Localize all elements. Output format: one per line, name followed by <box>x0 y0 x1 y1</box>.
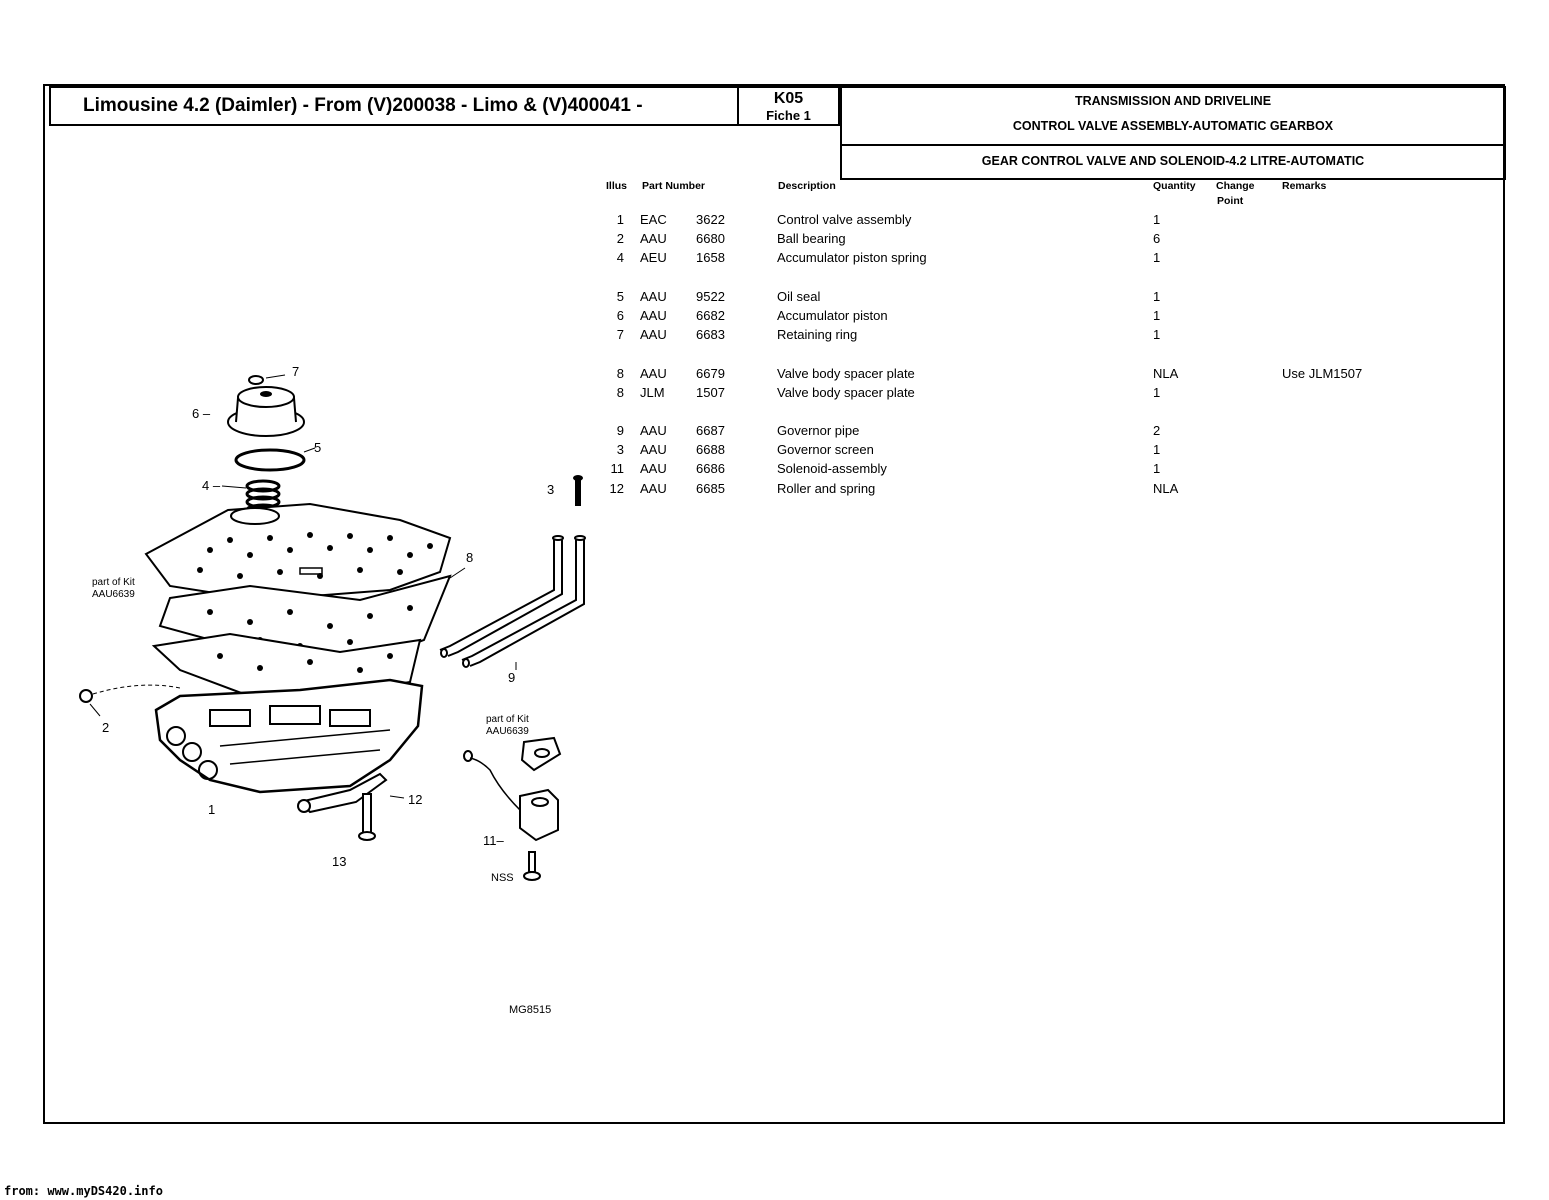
part-illus: 6 <box>616 308 624 323</box>
part-description: Retaining ring <box>777 327 858 342</box>
exploded-diagram <box>60 350 600 910</box>
diagram-drawing <box>60 350 600 910</box>
part-number: 6682 <box>696 308 725 323</box>
part-description: Valve body spacer plate <box>777 385 915 400</box>
part-quantity: 1 <box>1153 308 1161 323</box>
part-description: Accumulator piston spring <box>777 250 927 265</box>
part-number: 9522 <box>696 289 725 304</box>
part-prefix: AAU <box>640 231 667 246</box>
part-quantity: 1 <box>1153 461 1161 476</box>
part-quantity: 1 <box>1153 212 1161 227</box>
group-title: TRANSMISSION AND DRIVELINE <box>1074 94 1272 108</box>
kit-note-left-2: AAU6639 <box>92 589 135 600</box>
part-prefix: AAU <box>640 461 667 476</box>
part-illus: 9 <box>616 423 624 438</box>
part-number: 6683 <box>696 327 725 342</box>
ball-bearing <box>80 690 92 702</box>
part-number: 1658 <box>696 250 725 265</box>
source-footer: from: www.myDS420.info <box>4 1184 163 1198</box>
kit-note-left-1: part of Kit <box>92 577 135 588</box>
part-illus: 4 <box>616 250 624 265</box>
part-remarks: Use JLM1507 <box>1282 366 1363 381</box>
part-quantity: 6 <box>1153 231 1161 246</box>
part-quantity: 1 <box>1153 250 1161 265</box>
drawing-reference: MG8515 <box>509 1004 552 1016</box>
part-quantity: NLA <box>1153 481 1179 496</box>
part-prefix: AAU <box>640 442 667 457</box>
separator-gasket <box>146 504 450 600</box>
kit-note-right-1: part of Kit <box>486 714 529 725</box>
part-number: 6687 <box>696 423 725 438</box>
part-prefix: AAU <box>640 308 667 323</box>
part-quantity: NLA <box>1153 366 1179 381</box>
model-title: Limousine 4.2 (Daimler) - From (V)200038 - Limo & (V)400041 - <box>49 86 739 126</box>
part-illus: 12 <box>609 481 624 496</box>
part-prefix: AAU <box>640 289 667 304</box>
retaining-ring <box>249 376 263 384</box>
part-description: Governor screen <box>777 442 874 457</box>
part-number: 3622 <box>696 212 725 227</box>
part-quantity: 1 <box>1153 442 1161 457</box>
governor-pipes <box>440 536 585 667</box>
col-quantity: Quantity <box>1153 180 1196 192</box>
part-number: 6686 <box>696 461 725 476</box>
callout-8: 8 <box>466 550 474 565</box>
group-box <box>840 86 1506 146</box>
part-prefix: AAU <box>640 366 667 381</box>
callout-12: 12 <box>408 792 423 807</box>
part-illus: 7 <box>616 327 624 342</box>
callout-2: 2 <box>102 720 110 735</box>
part-illus: 8 <box>616 366 624 381</box>
section-title: GEAR CONTROL VALVE AND SOLENOID-4.2 LITRE-AUTOMATIC <box>840 146 1506 180</box>
subgroup-title: CONTROL VALVE ASSEMBLY-AUTOMATIC GEARBOX <box>1012 119 1334 133</box>
part-description: Solenoid-assembly <box>777 461 887 476</box>
part-number: 1507 <box>696 385 725 400</box>
part-illus: 3 <box>616 442 624 457</box>
callout-11: 11– <box>483 833 504 848</box>
callout-nss: NSS <box>491 872 514 884</box>
callout-9: 9 <box>508 670 516 685</box>
callout-7: 7 <box>292 364 300 379</box>
part-illus: 5 <box>616 289 624 304</box>
governor-screen <box>573 475 583 506</box>
part-number: 6685 <box>696 481 725 496</box>
solenoid-assembly <box>464 738 560 880</box>
part-quantity: 1 <box>1153 385 1161 400</box>
col-remarks: Remarks <box>1282 180 1327 192</box>
part-description: Control valve assembly <box>777 212 912 227</box>
col-illus: Illus <box>606 180 628 192</box>
section-code-box <box>739 86 840 126</box>
col-part-number: Part Number <box>642 180 706 192</box>
callout-13: 13 <box>332 854 347 869</box>
part-description: Oil seal <box>777 289 821 304</box>
col-change-point: Point <box>1217 195 1244 207</box>
part-description: Accumulator piston <box>777 308 888 323</box>
col-change: Change <box>1216 180 1255 192</box>
part-prefix: AAU <box>640 481 667 496</box>
callout-1: 1 <box>208 802 216 817</box>
callout-6: 6 – <box>192 406 211 421</box>
part-description: Ball bearing <box>777 231 846 246</box>
bolt <box>359 794 375 840</box>
part-number: 6680 <box>696 231 725 246</box>
accumulator-piston <box>228 387 304 436</box>
part-prefix: AEU <box>640 250 667 265</box>
section-code: K05 <box>773 90 804 107</box>
part-description: Governor pipe <box>777 423 860 438</box>
kit-note-right-2: AAU6639 <box>486 726 529 737</box>
callout-3: 3 <box>547 482 555 497</box>
part-description: Valve body spacer plate <box>777 366 915 381</box>
oil-seal <box>236 450 304 470</box>
part-description: Roller and spring <box>777 481 876 496</box>
part-number: 6679 <box>696 366 725 381</box>
part-prefix: EAC <box>640 212 667 227</box>
part-prefix: JLM <box>640 385 665 400</box>
col-description: Description <box>778 180 836 192</box>
part-quantity: 1 <box>1153 327 1161 342</box>
part-quantity: 1 <box>1153 289 1161 304</box>
part-illus: 11 <box>610 461 624 476</box>
callout-4: 4 – <box>202 478 221 493</box>
part-illus: 8 <box>616 385 624 400</box>
part-quantity: 2 <box>1153 423 1161 438</box>
part-prefix: AAU <box>640 423 667 438</box>
part-illus: 2 <box>616 231 624 246</box>
callout-5: 5 <box>314 440 322 455</box>
part-illus: 1 <box>616 212 624 227</box>
part-prefix: AAU <box>640 327 667 342</box>
part-number: 6688 <box>696 442 725 457</box>
fiche-number: Fiche 1 <box>766 108 811 123</box>
